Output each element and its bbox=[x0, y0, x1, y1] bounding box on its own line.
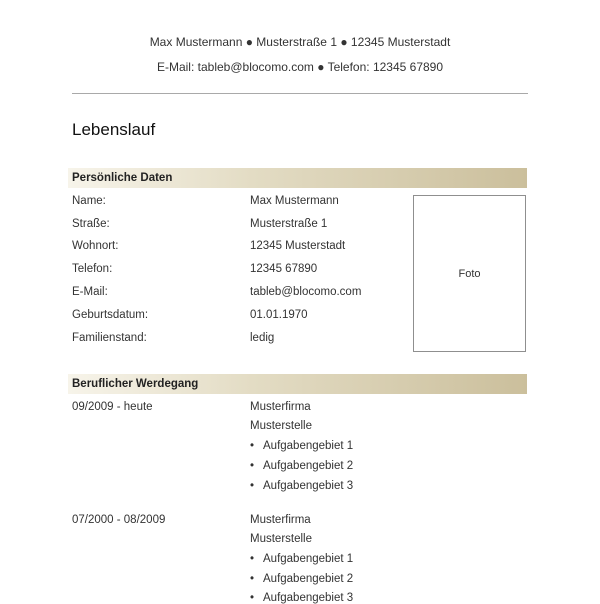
personal-row-phone bbox=[72, 263, 402, 279]
row-value: 12345 Musterstadt bbox=[250, 240, 346, 252]
job-company: Musterfirma bbox=[250, 514, 311, 526]
job-position: Musterstelle bbox=[250, 420, 312, 432]
row-value: 12345 67890 bbox=[250, 263, 318, 275]
header-contact-line-2: E-Mail: tableb@blocomo.com ● Telefon: 12345 67890 bbox=[156, 60, 444, 74]
job-task-text: Aufgabengebiet 1 bbox=[263, 553, 354, 565]
personal-row-name bbox=[72, 195, 402, 211]
personal-row-city bbox=[72, 240, 402, 256]
job-task-text: Aufgabengebiet 2 bbox=[263, 460, 354, 472]
job-period: 09/2009 - heute bbox=[72, 401, 153, 413]
job-period: 07/2000 - 08/2009 bbox=[72, 514, 166, 526]
job-company: Musterfirma bbox=[250, 401, 311, 413]
bullet-icon: • bbox=[250, 460, 255, 472]
personal-row-birthdate bbox=[72, 309, 402, 325]
job-task-item bbox=[250, 573, 353, 585]
personal-row-street bbox=[72, 218, 402, 234]
row-label: E-Mail: bbox=[72, 286, 108, 298]
header-divider bbox=[72, 93, 528, 94]
job-task-text: Aufgabengebiet 3 bbox=[263, 480, 354, 492]
photo-label: Foto bbox=[458, 267, 481, 280]
bullet-icon: • bbox=[250, 553, 255, 565]
row-value: 01.01.1970 bbox=[250, 309, 308, 321]
job-task-item bbox=[250, 480, 353, 492]
row-value: tableb@blocomo.com bbox=[250, 286, 362, 298]
bullet-icon: • bbox=[250, 592, 255, 604]
photo-placeholder bbox=[413, 195, 526, 352]
row-label: Wohnort: bbox=[72, 240, 119, 252]
job-task-item bbox=[250, 460, 353, 472]
job-position: Musterstelle bbox=[250, 533, 312, 545]
row-label: Telefon: bbox=[72, 263, 113, 275]
row-value: ledig bbox=[250, 332, 275, 344]
personal-row-marital-status bbox=[72, 332, 402, 348]
job-task-item bbox=[250, 440, 353, 452]
job-task-item bbox=[250, 592, 353, 604]
job-task-text: Aufgabengebiet 3 bbox=[263, 592, 354, 604]
row-label: Straße: bbox=[72, 218, 110, 230]
row-label: Name: bbox=[72, 195, 106, 207]
row-value: Max Mustermann bbox=[250, 195, 339, 207]
job-task-text: Aufgabengebiet 2 bbox=[263, 573, 354, 585]
row-label: Geburtsdatum: bbox=[72, 309, 149, 321]
section-heading-personal: Persönliche Daten bbox=[68, 168, 527, 188]
bullet-icon: • bbox=[250, 480, 255, 492]
job-task-text: Aufgabengebiet 1 bbox=[263, 440, 354, 452]
section-heading-career: Beruflicher Werdegang bbox=[68, 374, 527, 394]
header-contact-line-1: Max Mustermann ● Musterstraße 1 ● 12345 Musterstadt bbox=[149, 35, 451, 49]
job-task-item bbox=[250, 553, 353, 565]
row-label: Familienstand: bbox=[72, 332, 147, 344]
row-value: Musterstraße 1 bbox=[250, 218, 328, 230]
bullet-icon: • bbox=[250, 440, 255, 452]
bullet-icon: • bbox=[250, 573, 255, 585]
page-title: Lebenslauf bbox=[72, 120, 156, 139]
personal-row-email bbox=[72, 286, 402, 302]
